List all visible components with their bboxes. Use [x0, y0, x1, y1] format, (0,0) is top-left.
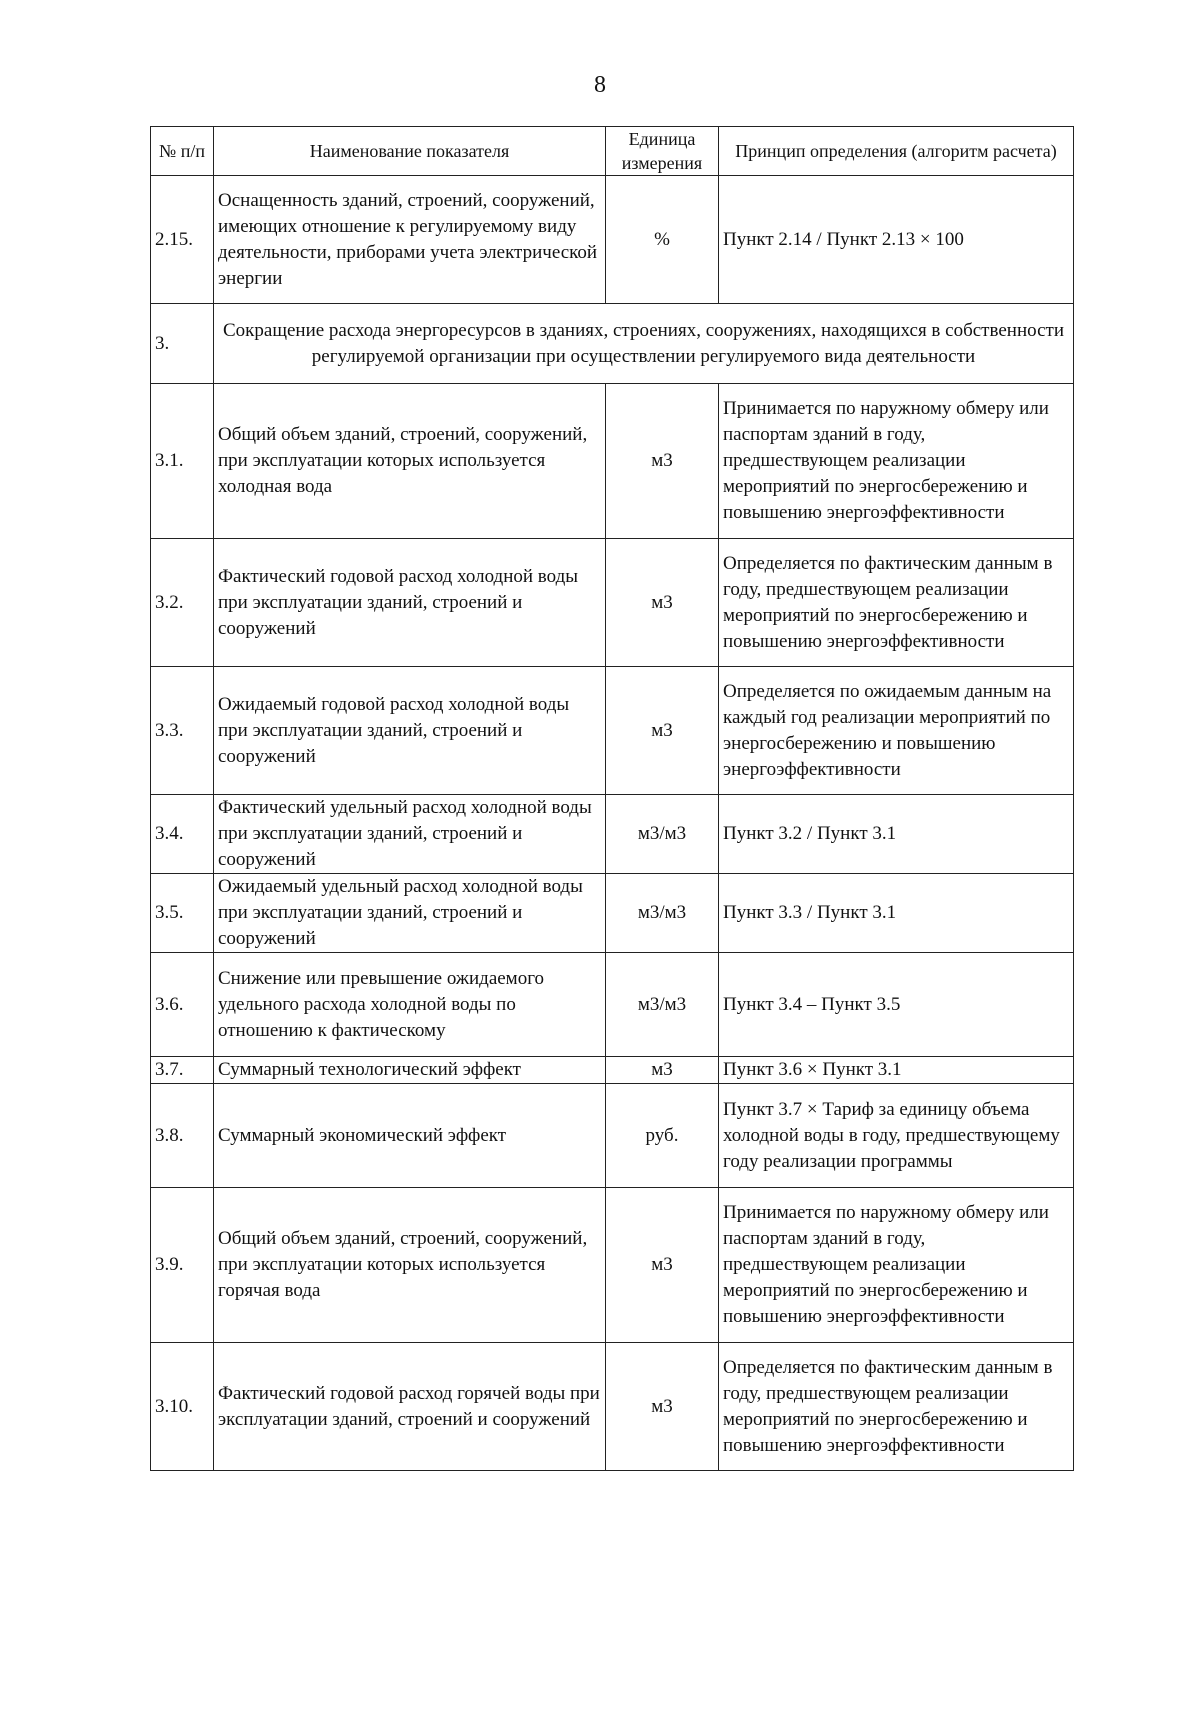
- table-row: [151, 1084, 1074, 1188]
- table-row: [151, 1188, 1074, 1343]
- row-unit: м3: [606, 384, 719, 539]
- table-row: [151, 1343, 1074, 1471]
- row-num: 3.2.: [151, 539, 214, 667]
- row-name: Фактический годовой расход холодной воды при эксплуатации зданий, строений и сооружений: [214, 539, 606, 667]
- table-header-row: [151, 127, 1074, 176]
- row-name: Общий объем зданий, строений, сооружений, при эксплуатации которых используется горячая вода: [214, 1188, 606, 1343]
- row-num: 3.1.: [151, 384, 214, 539]
- row-num: 3.9.: [151, 1188, 214, 1343]
- row-name: Общий объем зданий, строений, сооружений, при эксплуатации которых используется холодная вода: [214, 384, 606, 539]
- table-row: [151, 795, 1074, 874]
- row-num: 3.10.: [151, 1343, 214, 1471]
- row-name: Фактический годовой расход горячей воды при эксплуатации зданий, строений и сооружений: [214, 1343, 606, 1471]
- row-name: Снижение или превышение ожидаемого удельного расхода холодной воды по отношению к фактическому: [214, 953, 606, 1057]
- row-unit: м3/м3: [606, 795, 719, 874]
- row-method: Пункт 3.3 / Пункт 3.1: [719, 874, 1074, 953]
- table-row: [151, 953, 1074, 1057]
- indicators-table: [150, 126, 1074, 1471]
- row-name: Ожидаемый годовой расход холодной воды при эксплуатации зданий, строений и сооружений: [214, 667, 606, 795]
- table-row: [151, 874, 1074, 953]
- table-row: [151, 539, 1074, 667]
- page-number: 8: [594, 72, 606, 98]
- row-num: 3.5.: [151, 874, 214, 953]
- row-unit: м3: [606, 1057, 719, 1084]
- row-name: Оснащенность зданий, строений, сооружений, имеющих отношение к регулируемому виду деятельности, приборами учета электрической энергии: [214, 176, 606, 304]
- header-num: № п/п: [151, 127, 214, 176]
- table-row: [151, 176, 1074, 304]
- row-method: Принимается по наружному обмеру или паспортам зданий в году, предшествующем реализации мероприятий по энергосбережению и повышению энергоэффективности: [719, 384, 1074, 539]
- row-num: 3.8.: [151, 1084, 214, 1188]
- row-unit: %: [606, 176, 719, 304]
- row-num: 3.6.: [151, 953, 214, 1057]
- header-name: Наименование показателя: [214, 127, 606, 176]
- row-method: Определяется по фактическим данным в году, предшествующем реализации мероприятий по энергосбережению и повышению энергоэффективности: [719, 1343, 1074, 1471]
- header-method: Принцип определения (алгоритм расчета): [719, 127, 1074, 176]
- row-method: Принимается по наружному обмеру или паспортам зданий в году, предшествующем реализации мероприятий по энергосбережению и повышению энергоэффективности: [719, 1188, 1074, 1343]
- header-unit: Единица измерения: [606, 127, 719, 176]
- row-unit: м3: [606, 539, 719, 667]
- row-method: Пункт 3.2 / Пункт 3.1: [719, 795, 1074, 874]
- row-num: 3.3.: [151, 667, 214, 795]
- row-unit: м3/м3: [606, 953, 719, 1057]
- row-name: Суммарный экономический эффект: [214, 1084, 606, 1188]
- table-row: [151, 1057, 1074, 1084]
- row-method: Определяется по ожидаемым данным на каждый год реализации мероприятий по энергосбережению и повышению энергоэффективности: [719, 667, 1074, 795]
- row-method: Определяется по фактическим данным в году, предшествующем реализации мероприятий по энергосбережению и повышению энергоэффективности: [719, 539, 1074, 667]
- row-num: 3.: [151, 304, 214, 384]
- section-title: Сокращение расхода энергоресурсов в зданиях, строениях, сооружениях, находящихся в собственности регулируемой организации при осуществлении регулируемого вида деятельности: [214, 304, 1074, 384]
- row-method: Пункт 3.4 – Пункт 3.5: [719, 953, 1074, 1057]
- table-row: [151, 667, 1074, 795]
- row-name: Фактический удельный расход холодной воды при эксплуатации зданий, строений и сооружений: [214, 795, 606, 874]
- row-unit: м3: [606, 667, 719, 795]
- row-unit: м3: [606, 1343, 719, 1471]
- row-method: Пункт 3.7 × Тариф за единицу объема холодной воды в году, предшествующему году реализации программы: [719, 1084, 1074, 1188]
- table-row: [151, 384, 1074, 539]
- row-method: Пункт 2.14 / Пункт 2.13 × 100: [719, 176, 1074, 304]
- row-name: Суммарный технологический эффект: [214, 1057, 606, 1084]
- row-num: 2.15.: [151, 176, 214, 304]
- row-num: 3.7.: [151, 1057, 214, 1084]
- row-name: Ожидаемый удельный расход холодной воды при эксплуатации зданий, строений и сооружений: [214, 874, 606, 953]
- table-section-row: [151, 304, 1074, 384]
- row-method: Пункт 3.6 × Пункт 3.1: [719, 1057, 1074, 1084]
- row-unit: руб.: [606, 1084, 719, 1188]
- row-unit: м3/м3: [606, 874, 719, 953]
- row-unit: м3: [606, 1188, 719, 1343]
- row-num: 3.4.: [151, 795, 214, 874]
